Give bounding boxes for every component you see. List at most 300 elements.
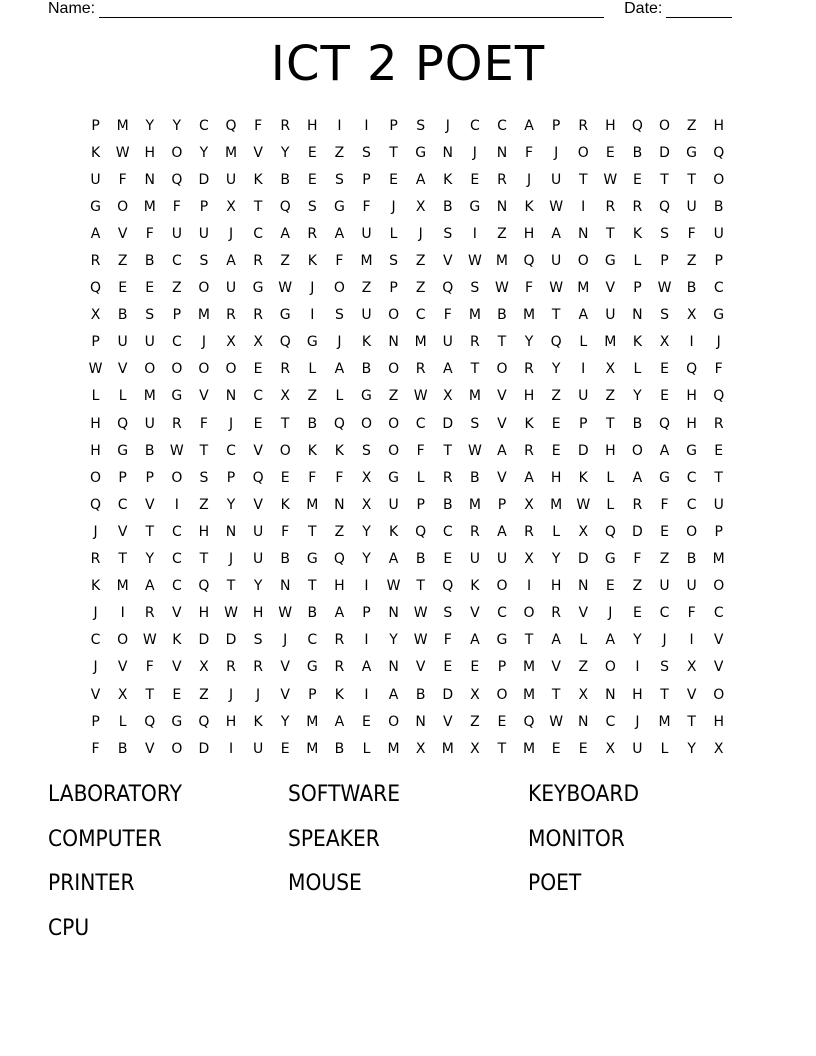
grid-letter: O bbox=[631, 442, 643, 459]
grid-letter: Y bbox=[145, 117, 155, 134]
grid-letter: Z bbox=[578, 659, 589, 676]
grid-letter: A bbox=[578, 307, 589, 324]
grid-letter: C bbox=[117, 496, 128, 513]
grid-letter: L bbox=[633, 253, 642, 270]
grid-letter: Q bbox=[604, 523, 616, 540]
grid-letter: T bbox=[687, 171, 696, 188]
grid-letter: H bbox=[198, 523, 210, 540]
grid-letter: B bbox=[632, 415, 643, 432]
grid-letter: M bbox=[523, 740, 536, 757]
grid-letter: B bbox=[686, 551, 697, 568]
grid-letter: C bbox=[171, 578, 182, 595]
grid-letter: P bbox=[497, 659, 507, 676]
grid-letter: E bbox=[362, 713, 371, 730]
grid-letter: Z bbox=[199, 686, 209, 703]
grid-letter: J bbox=[310, 280, 315, 297]
grid-letter: T bbox=[497, 740, 507, 757]
grid-letter: R bbox=[334, 659, 345, 676]
grid-letter: B bbox=[442, 496, 453, 513]
grid-letter: P bbox=[633, 280, 642, 297]
grid-letter: U bbox=[713, 496, 724, 513]
grid-letter: V bbox=[497, 388, 507, 405]
grid-letter: W bbox=[549, 198, 564, 215]
grid-letter: Q bbox=[117, 415, 129, 432]
grid-letter: G bbox=[686, 144, 698, 161]
grid-letter: U bbox=[496, 551, 508, 568]
grid-letter: F bbox=[633, 551, 642, 568]
grid-letter: I bbox=[174, 496, 179, 513]
grid-letter: S bbox=[253, 632, 263, 649]
grid-letter: Q bbox=[333, 415, 345, 432]
grid-letter: Z bbox=[172, 280, 182, 297]
grid-letter: Z bbox=[551, 388, 561, 405]
grid-letter: O bbox=[388, 442, 400, 459]
grid-letter: V bbox=[497, 415, 507, 432]
grid-letter: J bbox=[228, 551, 234, 568]
grid-letter: R bbox=[632, 198, 643, 215]
grid-letter: J bbox=[228, 686, 234, 703]
grid-letter: H bbox=[334, 578, 345, 595]
grid-letter: Q bbox=[659, 415, 671, 432]
grid-row bbox=[82, 518, 734, 545]
grid-letter: J bbox=[662, 632, 667, 649]
grid-letter: B bbox=[307, 415, 318, 432]
grid-letter: K bbox=[334, 686, 344, 703]
grid-letter: F bbox=[145, 225, 154, 242]
grid-letter: V bbox=[280, 659, 290, 676]
grid-letter: K bbox=[253, 171, 263, 188]
grid-letter: Y bbox=[551, 551, 561, 568]
grid-letter: P bbox=[145, 469, 154, 486]
grid-letter: O bbox=[577, 144, 589, 161]
grid-letter: E bbox=[443, 551, 453, 568]
grid-letter: R bbox=[280, 361, 291, 378]
grid-row bbox=[82, 329, 734, 356]
grid-letter: M bbox=[658, 713, 671, 730]
grid-letter: H bbox=[550, 469, 562, 486]
grid-letter: A bbox=[415, 171, 426, 188]
grid-letter: P bbox=[416, 496, 425, 513]
grid-row bbox=[82, 166, 734, 193]
grid-letter: Z bbox=[388, 388, 399, 405]
grid-letter: J bbox=[391, 198, 396, 215]
grid-letter: Z bbox=[470, 713, 480, 730]
grid-letter: W bbox=[386, 578, 401, 595]
grid-letter: S bbox=[334, 171, 344, 188]
grid-letter: S bbox=[660, 659, 669, 676]
grid-letter: I bbox=[581, 198, 586, 215]
grid-letter: J bbox=[526, 171, 532, 188]
grid-letter: B bbox=[497, 307, 507, 324]
grid-letter: U bbox=[578, 388, 589, 405]
grid-letter: U bbox=[551, 253, 562, 270]
date-field bbox=[624, 0, 732, 17]
grid-letter: F bbox=[172, 198, 181, 215]
grid-letter: M bbox=[712, 551, 725, 568]
grid-letter: U bbox=[252, 523, 264, 540]
grid-letter: K bbox=[388, 523, 399, 540]
grid-letter: T bbox=[308, 578, 317, 595]
grid-letter: M bbox=[468, 388, 481, 405]
grid-letter: T bbox=[280, 415, 290, 432]
grid-letter: X bbox=[686, 307, 697, 324]
grid-letter: N bbox=[225, 388, 237, 405]
grid-letter: C bbox=[171, 523, 182, 540]
grid-letter: K bbox=[632, 225, 643, 242]
grid-letter: C bbox=[469, 117, 480, 134]
grid-letter: V bbox=[253, 442, 263, 459]
grid-letter: Y bbox=[199, 144, 209, 161]
grid-letter: J bbox=[608, 605, 613, 622]
grid-letter: L bbox=[552, 523, 561, 540]
grid-letter: V bbox=[605, 280, 616, 297]
letter-grid bbox=[82, 112, 734, 762]
grid-letter: H bbox=[686, 388, 697, 405]
grid-letter: T bbox=[578, 171, 588, 188]
grid-letter: F bbox=[525, 144, 534, 161]
grid-letter: K bbox=[280, 496, 290, 513]
date-label: Date: bbox=[624, 0, 663, 17]
grid-letter: T bbox=[714, 469, 723, 486]
grid-letter: K bbox=[307, 253, 317, 270]
grid-letter: P bbox=[118, 469, 127, 486]
grid-letter: Y bbox=[280, 144, 290, 161]
grid-letter: R bbox=[307, 225, 318, 242]
grid-letter: I bbox=[635, 659, 640, 676]
grid-letter: O bbox=[496, 361, 508, 378]
grid-letter: N bbox=[388, 605, 399, 622]
grid-letter: U bbox=[686, 578, 697, 595]
grid-letter: H bbox=[90, 442, 101, 459]
grid-letter: L bbox=[118, 388, 127, 405]
grid-letter: P bbox=[91, 713, 100, 730]
grid-letter: X bbox=[442, 388, 453, 405]
grid-row bbox=[82, 573, 734, 600]
grid-letter: Y bbox=[253, 578, 263, 595]
grid-letter: Z bbox=[686, 117, 697, 134]
grid-letter: I bbox=[689, 334, 694, 351]
grid-letter: T bbox=[118, 551, 127, 568]
grid-letter: R bbox=[226, 307, 236, 324]
grid-letter: S bbox=[199, 469, 209, 486]
grid-letter: I bbox=[472, 225, 477, 242]
grid-letter: I bbox=[689, 632, 694, 649]
grid-letter: M bbox=[360, 253, 373, 270]
grid-letter: M bbox=[197, 307, 210, 324]
grid-letter: B bbox=[415, 686, 426, 703]
grid-letter: J bbox=[256, 686, 261, 703]
grid-letter: U bbox=[198, 225, 210, 242]
grid-letter: R bbox=[226, 659, 236, 676]
word-list-item: MONITOR bbox=[528, 826, 625, 852]
grid-letter: V bbox=[253, 144, 263, 161]
grid-letter: B bbox=[280, 551, 290, 568]
grid-letter: N bbox=[388, 659, 399, 676]
grid-letter: R bbox=[605, 198, 616, 215]
grid-letter: E bbox=[145, 280, 155, 297]
grid-letter: K bbox=[470, 578, 480, 595]
grid-letter: R bbox=[171, 415, 182, 432]
grid-letter: Q bbox=[713, 144, 725, 161]
grid-letter: G bbox=[604, 551, 616, 568]
grid-letter: I bbox=[364, 632, 369, 649]
grid-letter: C bbox=[713, 280, 724, 297]
grid-letter: W bbox=[115, 144, 130, 161]
grid-letter: X bbox=[470, 740, 480, 757]
grid-letter: H bbox=[605, 442, 616, 459]
grid-letter: G bbox=[117, 442, 129, 459]
grid-letter: R bbox=[524, 523, 534, 540]
grid-letter: G bbox=[686, 442, 698, 459]
grid-letter: S bbox=[470, 415, 480, 432]
grid-letter: A bbox=[144, 578, 155, 595]
grid-letter: A bbox=[524, 469, 534, 486]
grid-letter: J bbox=[445, 117, 450, 134]
grid-letter: M bbox=[577, 280, 590, 297]
grid-letter: K bbox=[90, 578, 101, 595]
grid-row bbox=[82, 600, 734, 627]
grid-letter: N bbox=[334, 496, 345, 513]
grid-letter: Q bbox=[659, 198, 671, 215]
grid-letter: E bbox=[280, 469, 290, 486]
grid-letter: O bbox=[713, 171, 725, 188]
grid-letter: Q bbox=[333, 551, 345, 568]
grid-letter: S bbox=[199, 253, 209, 270]
grid-letter: N bbox=[577, 578, 589, 595]
grid-letter: F bbox=[91, 740, 100, 757]
grid-letter: V bbox=[117, 361, 128, 378]
grid-letter: L bbox=[389, 225, 398, 242]
grid-letter: E bbox=[632, 171, 642, 188]
grid-row bbox=[82, 437, 734, 464]
grid-letter: R bbox=[578, 117, 589, 134]
grid-row bbox=[82, 302, 734, 329]
grid-letter: C bbox=[171, 551, 182, 568]
grid-letter: X bbox=[226, 198, 236, 215]
grid-letter: P bbox=[91, 117, 100, 134]
grid-letter: V bbox=[199, 388, 209, 405]
grid-letter: H bbox=[632, 686, 643, 703]
grid-letter: S bbox=[443, 225, 453, 242]
grid-letter: U bbox=[686, 198, 697, 215]
grid-letter: G bbox=[252, 280, 264, 297]
grid-letter: S bbox=[443, 605, 453, 622]
grid-letter: N bbox=[388, 334, 399, 351]
grid-letter: J bbox=[93, 605, 98, 622]
word-list-item: PRINTER bbox=[48, 871, 135, 896]
grid-letter: T bbox=[660, 686, 669, 703]
grid-letter: O bbox=[117, 632, 129, 649]
grid-letter: X bbox=[415, 740, 426, 757]
grid-letter: Z bbox=[632, 578, 643, 595]
grid-letter: V bbox=[117, 659, 128, 676]
grid-letter: C bbox=[605, 713, 616, 730]
grid-letter: E bbox=[470, 171, 480, 188]
grid-letter: O bbox=[198, 280, 210, 297]
grid-letter: C bbox=[171, 253, 182, 270]
grid-letter: C bbox=[307, 632, 318, 649]
grid-letter: F bbox=[335, 253, 344, 270]
grid-letter: L bbox=[118, 713, 127, 730]
grid-letter: X bbox=[199, 659, 209, 676]
word-list-item: POET bbox=[528, 871, 582, 896]
grid-letter: C bbox=[497, 605, 507, 622]
grid-letter: U bbox=[442, 334, 453, 351]
grid-letter: Q bbox=[279, 334, 291, 351]
grid-letter: W bbox=[413, 605, 428, 622]
grid-letter: H bbox=[144, 144, 155, 161]
grid-letter: G bbox=[604, 253, 616, 270]
grid-letter: M bbox=[441, 740, 454, 757]
grid-letter: F bbox=[254, 117, 263, 134]
grid-letter: K bbox=[90, 144, 101, 161]
grid-letter: U bbox=[117, 334, 128, 351]
grid-letter: J bbox=[472, 144, 477, 161]
grid-letter: K bbox=[524, 198, 534, 215]
grid-letter: Q bbox=[225, 117, 237, 134]
grid-letter: Q bbox=[252, 469, 264, 486]
grid-letter: O bbox=[360, 415, 372, 432]
grid-letter: H bbox=[225, 713, 237, 730]
grid-letter: W bbox=[278, 605, 293, 622]
grid-letter: B bbox=[442, 198, 453, 215]
grid-letter: F bbox=[308, 469, 317, 486]
grid-letter: R bbox=[280, 117, 291, 134]
grid-letter: G bbox=[496, 632, 508, 649]
grid-letter: M bbox=[468, 307, 481, 324]
grid-letter: L bbox=[579, 632, 588, 649]
grid-letter: Q bbox=[523, 253, 535, 270]
grid-letter: T bbox=[253, 198, 263, 215]
grid-letter: F bbox=[199, 415, 208, 432]
grid-letter: I bbox=[120, 605, 125, 622]
grid-letter: B bbox=[144, 253, 155, 270]
grid-letter: J bbox=[93, 523, 98, 540]
grid-letter: P bbox=[199, 198, 209, 215]
grid-letter: E bbox=[632, 605, 642, 622]
grid-letter: P bbox=[389, 280, 398, 297]
grid-letter: L bbox=[660, 740, 669, 757]
grid-letter: E bbox=[118, 280, 128, 297]
grid-letter: P bbox=[91, 334, 100, 351]
grid-letter: U bbox=[632, 740, 643, 757]
grid-letter: Y bbox=[551, 361, 561, 378]
grid-letter: V bbox=[442, 713, 453, 730]
grid-letter: X bbox=[90, 307, 101, 324]
grid-letter: D bbox=[198, 740, 210, 757]
grid-letter: N bbox=[225, 523, 237, 540]
grid-letter: U bbox=[225, 280, 237, 297]
grid-letter: E bbox=[253, 415, 263, 432]
grid-letter: Y bbox=[145, 551, 155, 568]
grid-letter: U bbox=[551, 171, 562, 188]
grid-letter: X bbox=[578, 523, 589, 540]
grid-letter: S bbox=[362, 144, 371, 161]
grid-letter: S bbox=[389, 253, 399, 270]
grid-letter: G bbox=[306, 659, 318, 676]
grid-letter: B bbox=[334, 740, 345, 757]
grid-letter: P bbox=[389, 117, 398, 134]
grid-letter: M bbox=[604, 334, 617, 351]
grid-letter: Z bbox=[415, 280, 426, 297]
grid-letter: X bbox=[605, 740, 616, 757]
grid-letter: Q bbox=[144, 713, 156, 730]
date-blank-line[interactable] bbox=[666, 2, 732, 18]
grid-letter: T bbox=[606, 415, 615, 432]
grid-letter: V bbox=[144, 740, 155, 757]
grid-letter: R bbox=[90, 253, 101, 270]
grid-letter: O bbox=[279, 442, 291, 459]
grid-letter: A bbox=[388, 686, 399, 703]
grid-letter: L bbox=[91, 388, 100, 405]
grid-letter: P bbox=[362, 171, 371, 188]
grid-letter: F bbox=[687, 605, 696, 622]
grid-letter: X bbox=[605, 361, 616, 378]
grid-letter: X bbox=[415, 198, 426, 215]
grid-letter: G bbox=[171, 388, 183, 405]
grid-letter: D bbox=[225, 632, 237, 649]
grid-letter: V bbox=[415, 659, 426, 676]
grid-letter: M bbox=[116, 578, 129, 595]
grid-letter: V bbox=[90, 686, 101, 703]
grid-letter: J bbox=[93, 659, 98, 676]
grid-letter: F bbox=[416, 442, 425, 459]
grid-letter: H bbox=[90, 415, 101, 432]
grid-letter: X bbox=[117, 686, 128, 703]
grid-letter: M bbox=[414, 334, 427, 351]
grid-letter: W bbox=[549, 713, 564, 730]
grid-letter: B bbox=[280, 171, 290, 188]
grid-letter: G bbox=[171, 713, 183, 730]
grid-letter: R bbox=[524, 361, 534, 378]
name-label: Name: bbox=[48, 0, 96, 17]
grid-letter: O bbox=[496, 578, 508, 595]
grid-letter: I bbox=[364, 686, 369, 703]
grid-letter: M bbox=[306, 740, 319, 757]
grid-letter: O bbox=[713, 578, 725, 595]
grid-row bbox=[82, 708, 734, 735]
grid-letter: T bbox=[389, 144, 398, 161]
grid-letter: W bbox=[467, 442, 482, 459]
grid-letter: E bbox=[578, 740, 588, 757]
grid-letter: S bbox=[362, 442, 371, 459]
grid-letter: A bbox=[605, 632, 616, 649]
grid-letter: R bbox=[469, 523, 480, 540]
grid-letter: W bbox=[413, 632, 428, 649]
grid-letter: X bbox=[280, 388, 290, 405]
grid-letter: U bbox=[252, 551, 264, 568]
grid-letter: V bbox=[117, 225, 128, 242]
grid-letter: O bbox=[388, 361, 400, 378]
grid-letter: K bbox=[578, 469, 588, 486]
grid-letter: G bbox=[306, 334, 318, 351]
grid-letter: O bbox=[604, 659, 616, 676]
name-blank-line[interactable] bbox=[99, 2, 604, 18]
grid-letter: O bbox=[117, 198, 129, 215]
grid-letter: E bbox=[605, 578, 615, 595]
grid-letter: O bbox=[171, 361, 183, 378]
grid-letter: C bbox=[497, 117, 507, 134]
grid-row bbox=[82, 654, 734, 681]
grid-letter: Z bbox=[361, 280, 372, 297]
grid-letter: Q bbox=[90, 280, 102, 297]
grid-letter: H bbox=[307, 117, 318, 134]
grid-letter: G bbox=[361, 388, 372, 405]
grid-letter: Y bbox=[524, 334, 534, 351]
grid-letter: A bbox=[334, 605, 345, 622]
grid-letter: V bbox=[117, 523, 128, 540]
grid-letter: U bbox=[171, 225, 182, 242]
